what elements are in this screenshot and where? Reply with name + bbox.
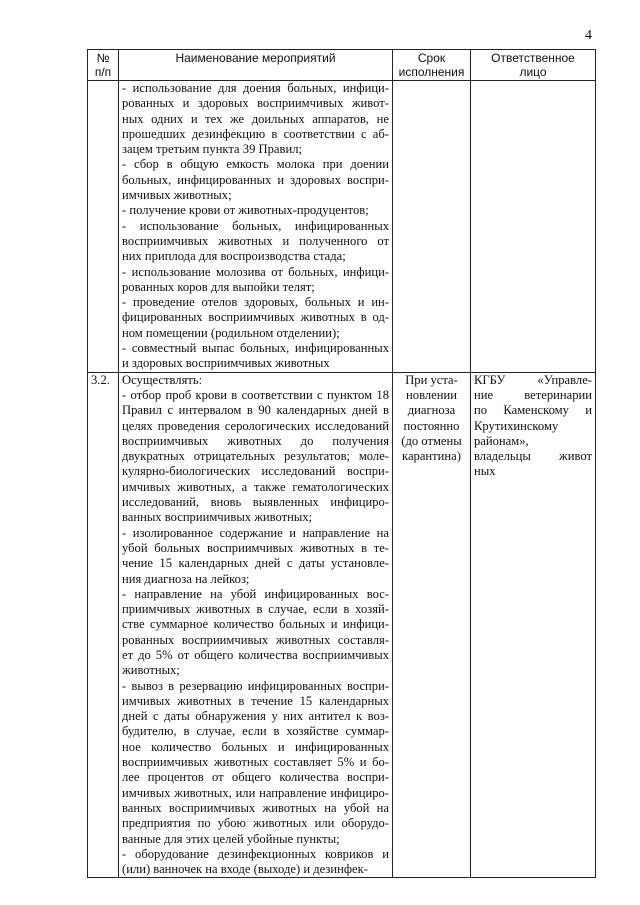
row1-responsible — [471, 81, 596, 373]
text-line: двукратных отрицательных результатов; моле- — [122, 449, 389, 464]
row2-name — [119, 372, 393, 878]
text-line: прошедших дезинфекцию в соответствии с аб- — [122, 126, 389, 141]
text-line: животных; — [122, 663, 180, 678]
text-line: фицированных восприимчивых животных в од- — [122, 310, 389, 325]
text-line: ванных восприимчивых животных; — [122, 510, 313, 525]
text-line: (или) ванночек на входе (выходе) и дезинфек- — [122, 862, 368, 877]
text-line: Правил с интервалом в 90 календарных дней в — [122, 403, 389, 418]
measures-table — [87, 49, 596, 878]
text-line: предприятия по убою животных или оборудо- — [122, 816, 389, 831]
text-line: - использование молозива от больных, инфици- — [122, 264, 389, 279]
text-line: лее процентов от общего количества воспри- — [122, 770, 389, 785]
text-line: - проведение отелов здоровых, больных и ин- — [122, 295, 389, 310]
text-line: - получение крови от животных-продуцентов; — [122, 203, 369, 218]
text-line: чение 15 календарных дней с даты установле- — [122, 556, 389, 571]
row1-num — [88, 81, 119, 373]
header-resp-line2: лицо — [519, 64, 547, 79]
text-line: ет до 5% от общего количества восприимчивых — [122, 647, 389, 662]
responsible-line: КГБУ «Управле- — [474, 372, 592, 387]
text-line: целях проведения серологических исследований — [122, 418, 389, 433]
text-line: стве суммарное количество больных и инфици- — [122, 617, 389, 632]
text-line: ное количество больных и инфицированных — [122, 739, 389, 754]
text-line: Осуществлять: — [122, 372, 203, 387]
text-line: имчивых животных в течение 15 календарных — [122, 693, 389, 708]
header-term-line2: исполнения — [398, 64, 465, 79]
text-line: - использование для доения больных, инфици- — [122, 81, 389, 95]
text-line: будителю, в случае, если в хозяйстве суммар- — [122, 724, 389, 739]
text-line: восприимчивых животных и полученного от — [122, 233, 389, 248]
text-line: них приплода для воспроизводства стада; — [122, 249, 346, 264]
text-line: дней с даты обнаружения у них антител к воз- — [122, 709, 389, 724]
text-line: - вывоз в резервацию инфицированных воспри- — [122, 678, 389, 693]
responsible-line: владельцы живот — [474, 449, 592, 464]
header-resp-line1: Ответственное — [491, 51, 575, 65]
text-line: - использование больных, инфицированных — [122, 218, 389, 233]
text-line: и здоровых восприимчивых животных — [122, 356, 330, 371]
term-line: (до отмены — [401, 433, 462, 448]
term-line: При уста- — [405, 372, 458, 387]
text-line: рованных коров для выпойки телят; — [122, 279, 315, 294]
text-line: имчивых животных; — [122, 188, 232, 203]
text-line: ном помещении (родильном отделении); — [122, 325, 340, 340]
text-line: рованных восприимчивых животных составля- — [122, 632, 389, 647]
row1-term — [393, 81, 471, 373]
text-line: ванных восприимчивых животных на убой на — [122, 800, 389, 815]
page-number: 4 — [585, 28, 592, 43]
responsible-line: ных — [474, 464, 496, 479]
term-line: постоянно — [403, 418, 460, 433]
text-line: ния диагноза на лейкоз; — [122, 571, 250, 586]
text-line: исследований, вновь выявленных инфициро- — [122, 495, 389, 510]
text-line: - оборудование дезинфекционных ковриков и — [122, 846, 389, 861]
text-line: ных одних и тех же доильных аппаратов, не — [122, 111, 389, 126]
term-line: карантина) — [402, 449, 461, 464]
text-line: имчивых животных, или направление инфициро- — [122, 785, 389, 800]
text-line: зацем третьим пункта 39 Правил; — [122, 142, 302, 157]
text-line: имчивых животных, а также гематологических — [122, 479, 389, 494]
text-line: - изолированное содержание и направление на — [122, 525, 389, 540]
header-term-line1: Срок — [417, 51, 446, 65]
row2-term — [393, 372, 471, 878]
text-line: больных, инфицированных и здоровых воспри- — [122, 172, 389, 187]
text-line: кулярно-биологических исследований воспри- — [122, 464, 389, 479]
term-line: новлении — [406, 387, 457, 402]
responsible-line: Крутихинскому — [474, 418, 559, 433]
text-line: убой больных восприимчивых животных в те- — [122, 540, 389, 555]
text-line: приимчивых животных в случае, если в хозяй- — [122, 602, 389, 617]
text-line: ванные для этих целей убойные пункты; — [122, 831, 340, 846]
text-line: - направление на убой инфицированных вос- — [122, 586, 389, 601]
text-line: восприимчивых животных составляет 5% и бо- — [122, 755, 389, 770]
table-row — [88, 81, 596, 373]
row2-responsible — [471, 372, 596, 878]
header-responsible — [471, 50, 596, 81]
responsible-line: по Каменскому и — [474, 403, 592, 418]
text-line: восприимчивых животных до получения — [122, 433, 389, 448]
text-line: - совместный выпас больных, инфицированных — [122, 341, 389, 356]
row2-num: 3.2. — [88, 372, 119, 878]
text-line: - отбор проб крови в соответствии с пунктом 18 — [122, 387, 389, 402]
table-row — [88, 372, 596, 878]
header-num-line1: № — [96, 51, 110, 65]
header-term — [393, 50, 471, 81]
header-name: Наименование мероприятий — [119, 50, 393, 81]
text-line: - сбор в общую емкость молока при доении — [122, 157, 389, 172]
responsible-line: районам», — [474, 433, 529, 448]
responsible-line: ние ветеринарии — [474, 387, 592, 402]
table-header-row — [88, 50, 596, 81]
term-line: диагноза — [407, 403, 456, 418]
header-num-line2: п/п — [94, 64, 112, 79]
text-line: рованных и здоровых восприимчивых живот- — [122, 96, 389, 111]
header-num — [88, 50, 119, 81]
row1-name — [119, 81, 393, 373]
